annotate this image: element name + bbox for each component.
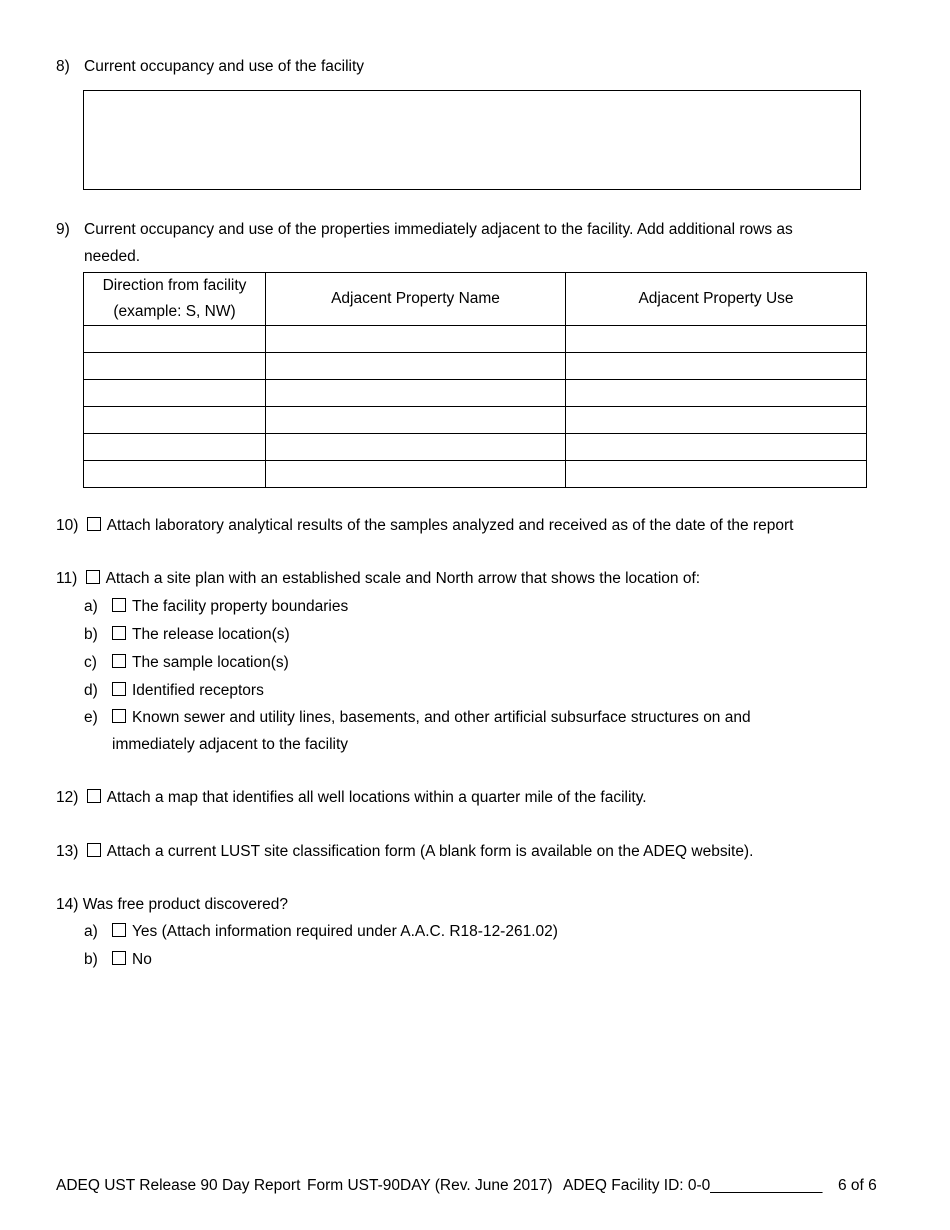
footer-page-number: 6 of 6 [838, 1177, 877, 1194]
question-12 [56, 789, 647, 807]
question-10-label: Attach laboratory analytical results of the samples analyzed and received as of the date of the report [106, 517, 794, 534]
footer-facility-id: ADEQ Facility ID: 0-0_____________ [563, 1177, 823, 1194]
release-locations-checkbox[interactable] [112, 626, 126, 640]
direction-cell[interactable] [84, 380, 266, 407]
property-name-input[interactable] [266, 407, 565, 433]
item-label: Known sewer and utility lines, basements, and other artificial subsurface structures on and [132, 709, 751, 726]
property-name-input[interactable] [266, 353, 565, 379]
header-property-use: Adjacent Property Use [566, 273, 867, 326]
table-row [84, 407, 867, 434]
item-label: The release location(s) [132, 626, 290, 643]
property-use-cell[interactable] [566, 380, 867, 407]
item-label: Identified receptors [132, 682, 264, 699]
question-11-number: 11) [56, 570, 78, 587]
property-name-input[interactable] [266, 380, 565, 406]
option-label: No [132, 951, 152, 968]
table-row [84, 326, 867, 353]
question-10 [56, 517, 793, 535]
property-use-input[interactable] [566, 380, 866, 406]
item-letter: b) [84, 626, 98, 643]
property-boundaries-checkbox[interactable] [112, 598, 126, 612]
property-use-input[interactable] [566, 461, 866, 487]
property-name-input[interactable] [266, 434, 565, 460]
item-letter: d) [84, 682, 98, 699]
property-name-cell[interactable] [266, 407, 566, 434]
property-use-cell[interactable] [566, 434, 867, 461]
free-product-option-a [84, 923, 558, 941]
question-10-number: 10) [56, 517, 79, 534]
direction-input[interactable] [84, 380, 265, 406]
header-direction-line2: (example: S, NW) [113, 303, 236, 320]
item-letter: a) [84, 598, 98, 615]
question-14-label: Was free product discovered? [82, 896, 289, 913]
table-row [84, 380, 867, 407]
question-8-label: Current occupancy and use of the facility [84, 58, 365, 75]
direction-cell[interactable] [84, 326, 266, 353]
receptors-checkbox[interactable] [112, 682, 126, 696]
header-direction [84, 273, 266, 326]
question-12-number: 12) [56, 789, 79, 806]
property-name-input[interactable] [266, 326, 565, 352]
question-14-number: 14) [56, 896, 79, 913]
table-row [84, 353, 867, 380]
property-name-cell[interactable] [266, 380, 566, 407]
direction-cell[interactable] [84, 434, 266, 461]
question-9-label-line1: Current occupancy and use of the properties immediately adjacent to the facility. Add additional rows as [84, 221, 793, 238]
item-label: The facility property boundaries [132, 598, 349, 615]
direction-cell[interactable] [84, 461, 266, 488]
direction-cell[interactable] [84, 407, 266, 434]
utility-lines-checkbox[interactable] [112, 709, 126, 723]
header-direction-line1: Direction from facility [102, 277, 247, 294]
property-name-cell[interactable] [266, 461, 566, 488]
table-row [84, 434, 867, 461]
question-13-label: Attach a current LUST site classification form (A blank form is available on the ADEQ website). [106, 843, 754, 860]
question-9-number: 9) [56, 221, 70, 238]
table-row [84, 461, 867, 488]
classification-form-checkbox[interactable] [87, 843, 101, 857]
question-13 [56, 843, 753, 861]
item-letter: c) [84, 654, 97, 671]
direction-cell[interactable] [84, 353, 266, 380]
question-13-number: 13) [56, 843, 79, 860]
site-plan-item-e [84, 709, 751, 727]
site-plan-item-c [84, 654, 289, 672]
property-use-cell[interactable] [566, 461, 867, 488]
question-12-label: Attach a map that identifies all well locations within a quarter mile of the facility. [106, 789, 647, 806]
adjacent-properties-table [83, 272, 867, 488]
direction-input[interactable] [84, 461, 265, 487]
direction-input[interactable] [84, 326, 265, 352]
question-11-label: Attach a site plan with an established scale and North arrow that shows the location of: [105, 570, 701, 587]
table-header-row [84, 273, 867, 326]
property-use-input[interactable] [566, 326, 866, 352]
footer-report-title: ADEQ UST Release 90 Day Report [56, 1177, 301, 1194]
free-product-yes-checkbox[interactable] [112, 923, 126, 937]
property-use-cell[interactable] [566, 407, 867, 434]
option-letter: a) [84, 923, 98, 940]
facility-occupancy-textbox[interactable] [83, 90, 861, 190]
property-use-cell[interactable] [566, 353, 867, 380]
property-use-cell[interactable] [566, 326, 867, 353]
question-9-label-line2: needed. [84, 248, 141, 265]
direction-input[interactable] [84, 407, 265, 433]
property-use-input[interactable] [566, 434, 866, 460]
option-letter: b) [84, 951, 98, 968]
site-plan-item-e-continued: immediately adjacent to the facility [112, 736, 349, 753]
question-11 [56, 570, 700, 588]
property-name-input[interactable] [266, 461, 565, 487]
site-plan-item-a [84, 598, 348, 616]
item-label: The sample location(s) [132, 654, 289, 671]
direction-input[interactable] [84, 353, 265, 379]
well-map-checkbox[interactable] [87, 789, 101, 803]
sample-locations-checkbox[interactable] [112, 654, 126, 668]
question-8-number: 8) [56, 58, 70, 75]
item-letter: e) [84, 709, 98, 726]
lab-results-checkbox[interactable] [87, 517, 101, 531]
property-use-input[interactable] [566, 407, 866, 433]
site-plan-item-d [84, 682, 264, 700]
property-name-cell[interactable] [266, 434, 566, 461]
property-use-input[interactable] [566, 353, 866, 379]
property-name-cell[interactable] [266, 353, 566, 380]
free-product-no-checkbox[interactable] [112, 951, 126, 965]
header-property-name: Adjacent Property Name [266, 273, 566, 326]
free-product-option-b [84, 951, 152, 969]
footer-form-number: Form UST-90DAY (Rev. June 2017) [307, 1177, 553, 1194]
direction-input[interactable] [84, 434, 265, 460]
option-label: Yes (Attach information required under A.A.C. R18-12-261.02) [132, 923, 558, 940]
site-plan-checkbox[interactable] [86, 570, 100, 584]
property-name-cell[interactable] [266, 326, 566, 353]
question-14 [56, 896, 288, 914]
site-plan-item-b [84, 626, 290, 644]
